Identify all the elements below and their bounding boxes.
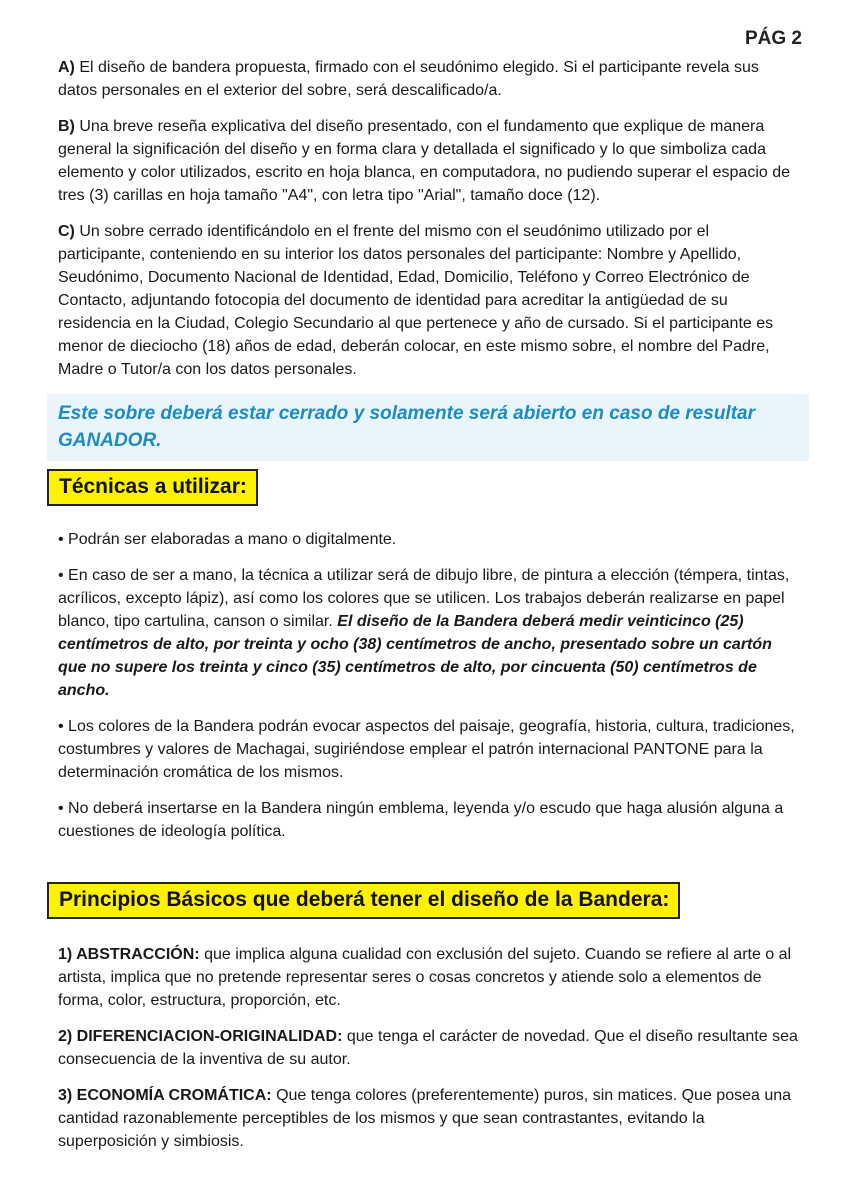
tecnicas-bullet-2-text: • En caso de ser a mano, la técnica a utilizar será de dibujo libre, de pintura a elección (témpera, tintas, acrílicos, excepto lápiz), así como los colores que se utilicen. Los trabajos deberán realizarse en papel blanco, tipo cartulina, canson o similar. (58, 567, 790, 630)
item-b (58, 115, 798, 207)
page-number: PÁG 2 (744, 28, 802, 49)
tecnicas-heading: Técnicas a utilizar: (47, 469, 258, 506)
item-b-text: Una breve reseña explicativa del diseño presentado, con el fundamento que explique de manera general la significación del diseño y en forma clara y detallada el significado y lo que simboliza cada elemento y color utilizados, escrito en hoja blanca, en computadora, no pudiendo superar el espacio de tres (3) carillas en hoja tamaño "A4", con letra tipo "Arial", tamaño doce (12). (58, 118, 791, 204)
sealed-envelope-callout: Este sobre deberá estar cerrado y solamente será abierto en caso de resultar GANADOR. (47, 394, 809, 461)
item-a-text: El diseño de bandera propuesta, firmado con el seudónimo elegido. Si el participante revela sus datos personales en el exterior del sobre, será descalificado/a. (58, 59, 759, 99)
tecnicas-bullet-3: • Los colores de la Bandera podrán evocar aspectos del paisaje, geografía, historia, cultura, tradiciones, costumbres y valores de Machagai, sugiriéndose emplear el patrón internacional PANTONE para la determinación cromática de los mismos. (58, 718, 795, 781)
tecnicas-bullet-1: • Podrán ser elaboradas a mano o digitalmente. (58, 531, 397, 548)
principio-3-label: 3) ECONOMÍA CROMÁTICA: (58, 1087, 272, 1104)
principio-3 (58, 1084, 798, 1153)
item-b-label: B) (58, 118, 75, 135)
principio-1 (58, 943, 798, 1012)
principio-2-label: 2) DIFERENCIACION-ORIGINALIDAD: (58, 1028, 343, 1045)
tecnicas-bullet-4: • No deberá insertarse en la Bandera ningún emblema, leyenda y/o escudo que haga alusión alguna a cuestiones de ideología política. (58, 800, 784, 840)
item-a (58, 56, 798, 102)
document-body (58, 56, 798, 1166)
principios-heading: Principios Básicos que deberá tener el diseño de la Bandera: (47, 882, 680, 919)
tecnicas-bullet-2-emphasis: El diseño de la Bandera deberá medir veinticinco (25) centímetros de alto, por treinta y ocho (38) centímetros de ancho, presentado sobre un cartón que no supere los treinta y cinco (35) centímetros de alto, por cincuenta (50) centímetros de ancho. (58, 613, 772, 699)
principio-2 (58, 1025, 798, 1071)
item-c-text: Un sobre cerrado identificándolo en el frente del mismo con el seudónimo utilizado por el participante, conteniendo en su interior los datos personales del participante: Nombre y Apellido, Seudónimo, Documento Nacional de Identidad, Edad, Domicilio, Teléfono y Correo Electrónico de Contacto, adjuntando fotocopia del documento de identidad para acreditar la antigüedad de su residencia en la Ciudad, Colegio Secundario al que pertenece y año de cursado. Si el participante es menor de dieciocho (18) años de edad, deberán colocar, en este mismo sobre, el nombre del Padre, Madre o Tutor/a con los datos personales. (58, 223, 774, 378)
principio-2-text: que tenga el carácter de novedad. Que el diseño resultante sea consecuencia de la inventiva de su autor. (58, 1028, 798, 1068)
principio-1-label: 1) ABSTRACCIÓN: (58, 946, 200, 963)
item-a-label: A) (58, 59, 75, 76)
principio-3-text: Que tenga colores (preferentemente) puros, sin matices. Que posea una cantidad razonablemente perceptibles de los mismos y que sean contrastantes, evitando la superposición y simbiosis. (58, 1087, 792, 1150)
tecnicas-bullet-2 (58, 564, 798, 702)
item-c-label: C) (58, 223, 75, 240)
item-c (58, 220, 798, 381)
principio-1-text: que implica alguna cualidad con exclusión del sujeto. Cuando se refiere al arte o al artista, implica que no pretende representar seres o cosas concretos y atiende solo a elementos de forma, color, estructura, proporción, etc. (58, 946, 792, 1009)
